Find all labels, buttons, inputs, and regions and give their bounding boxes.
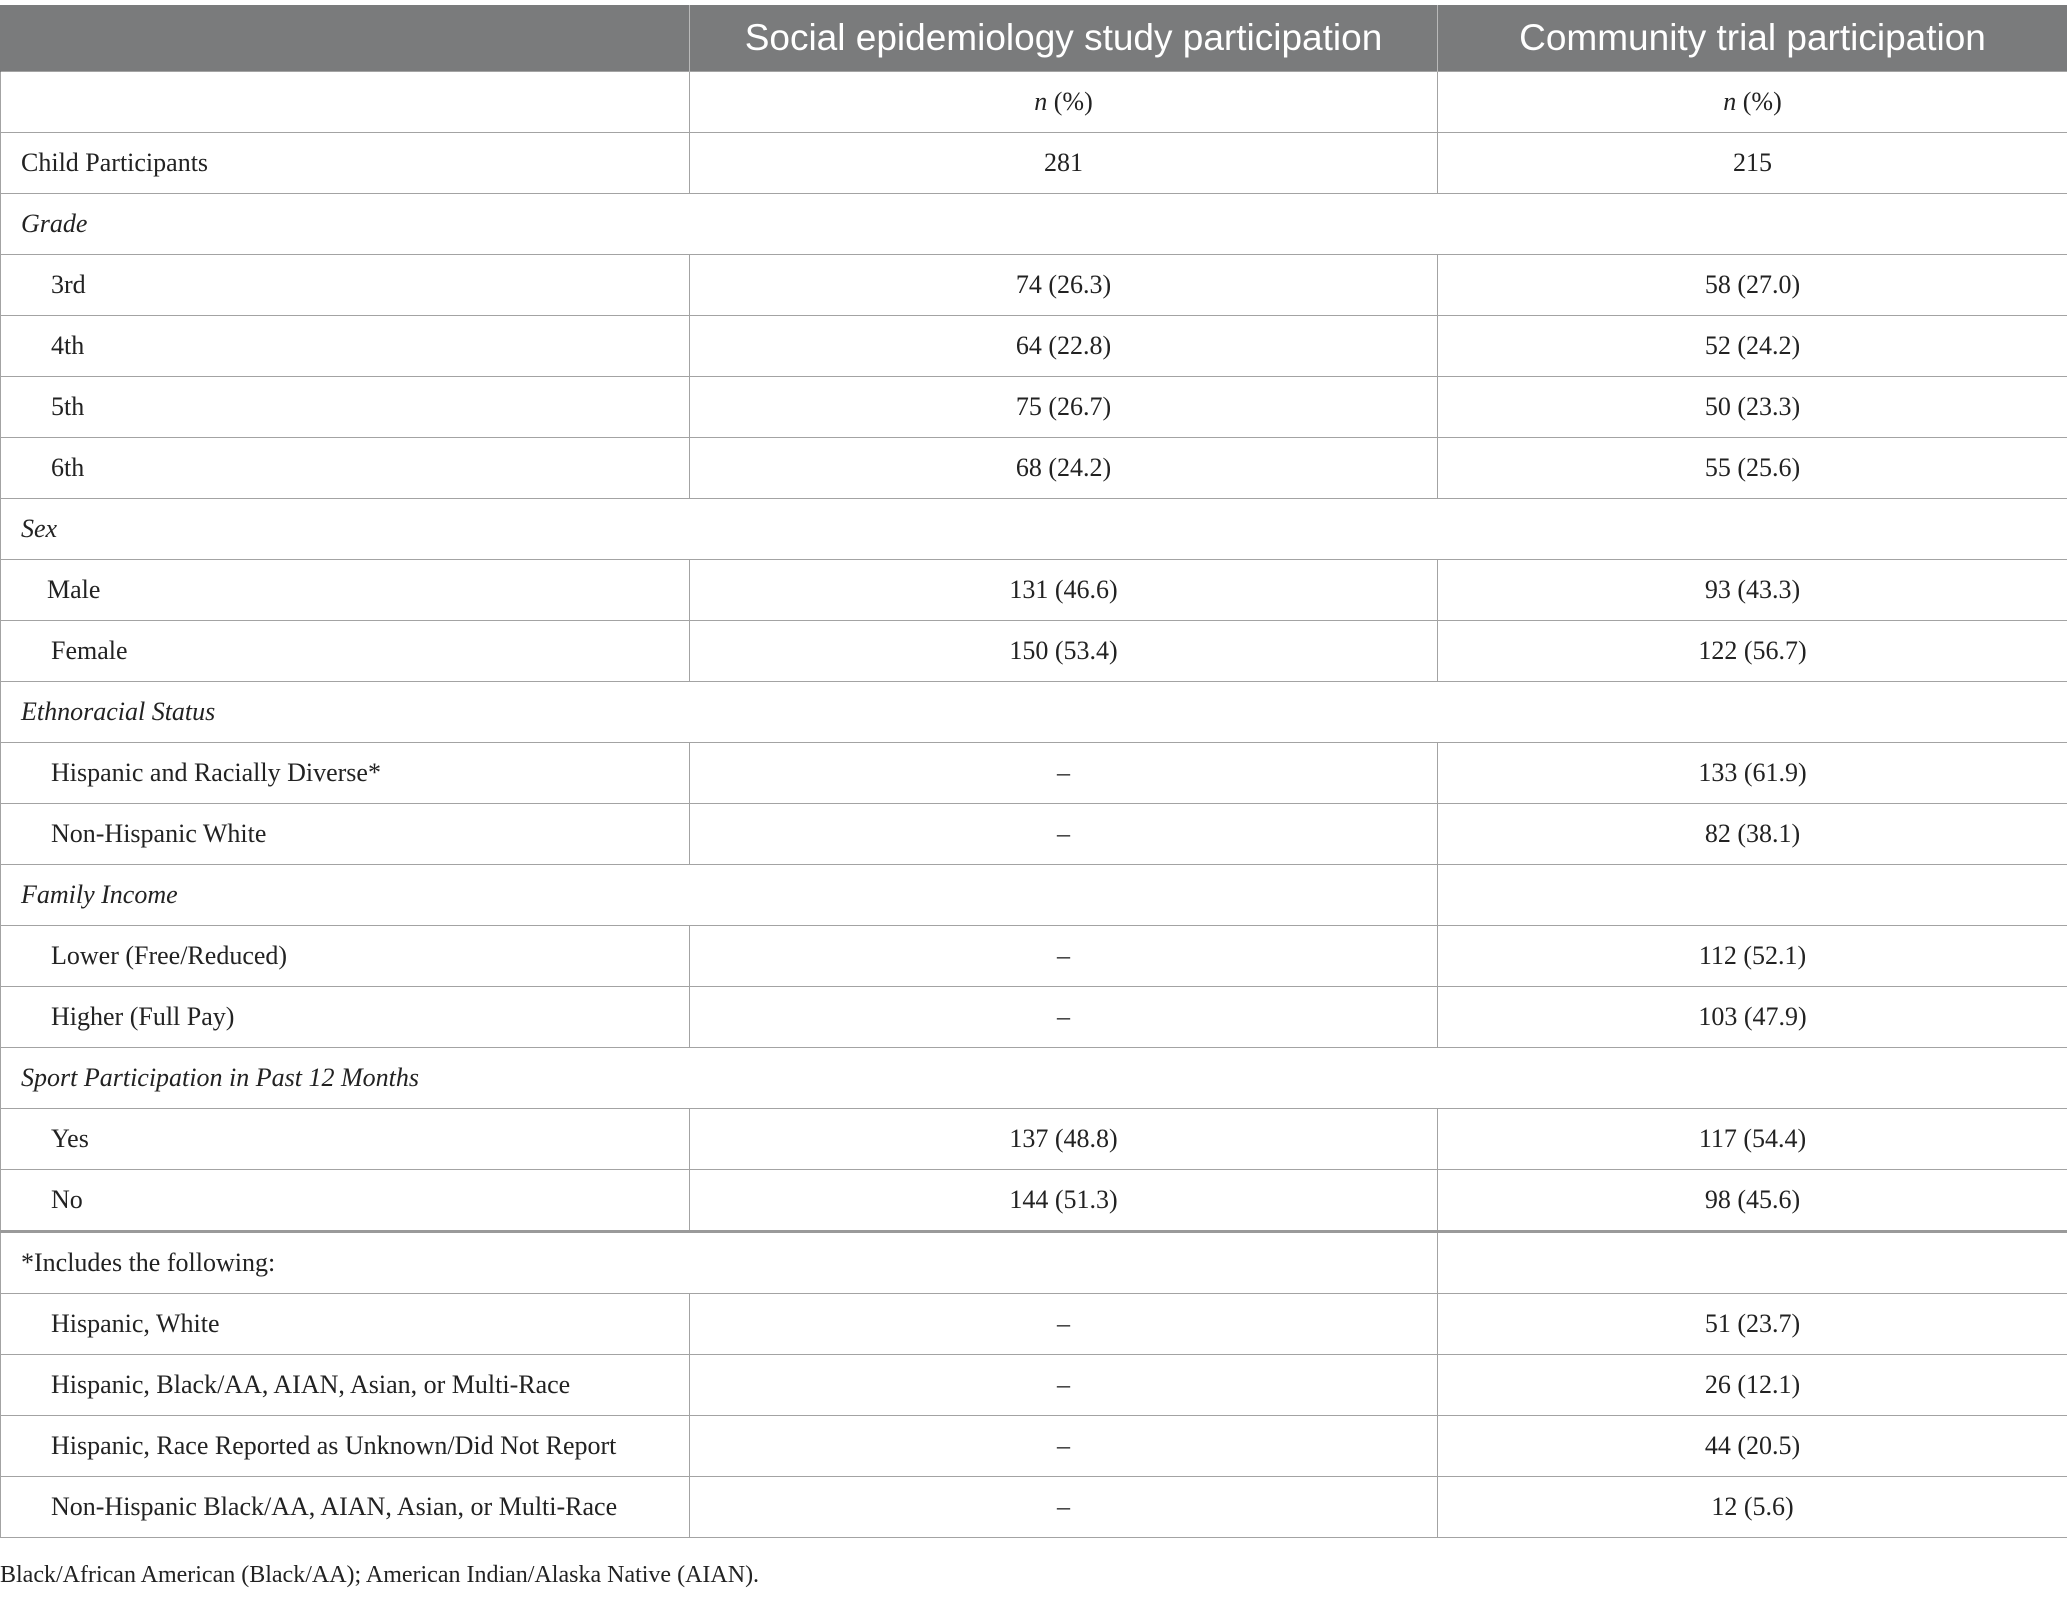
includes-label: *Includes the following: (1, 1232, 690, 1294)
community-value: 215 (1438, 133, 2067, 194)
category-row-grade (1, 194, 2067, 255)
units-community: n (%) (1438, 72, 2067, 133)
row-label: 6th (1, 438, 690, 499)
community-value: 98 (45.6) (1438, 1170, 2067, 1232)
community-value: 112 (52.1) (1438, 926, 2067, 987)
row-label: Higher (Full Pay) (1, 987, 690, 1048)
social-value: 150 (53.4) (690, 621, 1438, 682)
row-label: Child Participants (1, 133, 690, 194)
social-value: – (690, 1416, 1438, 1477)
community-value: 12 (5.6) (1438, 1477, 2067, 1538)
table-row (1, 1416, 2067, 1477)
header-row (1, 5, 2067, 72)
social-value: – (690, 1477, 1438, 1538)
community-value: 51 (23.7) (1438, 1294, 2067, 1355)
community-value: 133 (61.9) (1438, 743, 2067, 804)
social-value: – (690, 743, 1438, 804)
community-value: 103 (47.9) (1438, 987, 2067, 1048)
community-value: 122 (56.7) (1438, 621, 2067, 682)
table-row (1, 1109, 2067, 1170)
community-value: 52 (24.2) (1438, 316, 2067, 377)
table-row (1, 1355, 2067, 1416)
community-value: 44 (20.5) (1438, 1416, 2067, 1477)
units-row (1, 72, 2067, 133)
category-row-income (1, 865, 2067, 926)
table-row (1, 560, 2067, 621)
table-row (1, 1477, 2067, 1538)
table-row (1, 133, 2067, 194)
category-row-sport (1, 1048, 2067, 1109)
table-row (1, 926, 2067, 987)
row-label: Yes (1, 1109, 690, 1170)
row-label: 3rd (1, 255, 690, 316)
row-label: 5th (1, 377, 690, 438)
table-row (1, 1170, 2067, 1232)
category-label: Ethnoracial Status (1, 682, 690, 743)
includes-row (1, 1232, 2067, 1294)
table-row (1, 804, 2067, 865)
social-value: 137 (48.8) (690, 1109, 1438, 1170)
table-row (1, 377, 2067, 438)
header-social-epidemiology: Social epidemiology study participation (690, 5, 1438, 72)
community-value: 50 (23.3) (1438, 377, 2067, 438)
social-value: 281 (690, 133, 1438, 194)
social-value: 131 (46.6) (690, 560, 1438, 621)
row-label: No (1, 1170, 690, 1232)
table-row (1, 621, 2067, 682)
table-row (1, 1294, 2067, 1355)
units-social: n (%) (690, 72, 1438, 133)
table-row (1, 316, 2067, 377)
row-label: Non-Hispanic White (1, 804, 690, 865)
row-label: Hispanic, White (1, 1294, 690, 1355)
table-footnote: Black/African American (Black/AA); American Indian/Alaska Native (AIAN). (0, 1562, 760, 1588)
table-row (1, 255, 2067, 316)
social-value: – (690, 804, 1438, 865)
social-value: – (690, 1294, 1438, 1355)
demographics-table-container (0, 5, 2067, 1538)
social-value: – (690, 987, 1438, 1048)
category-row-ethnoracial (1, 682, 2067, 743)
category-label: Sex (1, 499, 690, 560)
row-label: Non-Hispanic Black/AA, AIAN, Asian, or Multi-Race (1, 1477, 690, 1538)
social-value: 144 (51.3) (690, 1170, 1438, 1232)
community-value: 117 (54.4) (1438, 1109, 2067, 1170)
row-label: Lower (Free/Reduced) (1, 926, 690, 987)
row-label: 4th (1, 316, 690, 377)
social-value: – (690, 926, 1438, 987)
community-value: 26 (12.1) (1438, 1355, 2067, 1416)
social-value: 74 (26.3) (690, 255, 1438, 316)
row-label: Male (1, 560, 690, 621)
row-label: Hispanic and Racially Diverse* (1, 743, 690, 804)
header-community-trial: Community trial participation (1438, 5, 2067, 72)
social-value: – (690, 1355, 1438, 1416)
table-row (1, 438, 2067, 499)
units-empty-cell (1, 72, 690, 133)
table-row (1, 987, 2067, 1048)
category-label: Family Income (1, 865, 690, 926)
demographics-table (0, 5, 2067, 1538)
community-value: 93 (43.3) (1438, 560, 2067, 621)
table-row (1, 743, 2067, 804)
social-value: 75 (26.7) (690, 377, 1438, 438)
community-value: 58 (27.0) (1438, 255, 2067, 316)
category-label: Grade (1, 194, 690, 255)
row-label: Female (1, 621, 690, 682)
community-value: 82 (38.1) (1438, 804, 2067, 865)
category-label: Sport Participation in Past 12 Months (1, 1048, 690, 1109)
social-value: 64 (22.8) (690, 316, 1438, 377)
row-label: Hispanic, Race Reported as Unknown/Did Not Report (1, 1416, 690, 1477)
row-label: Hispanic, Black/AA, AIAN, Asian, or Multi-Race (1, 1355, 690, 1416)
header-empty-cell (1, 5, 690, 72)
social-value: 68 (24.2) (690, 438, 1438, 499)
community-value: 55 (25.6) (1438, 438, 2067, 499)
category-row-sex (1, 499, 2067, 560)
